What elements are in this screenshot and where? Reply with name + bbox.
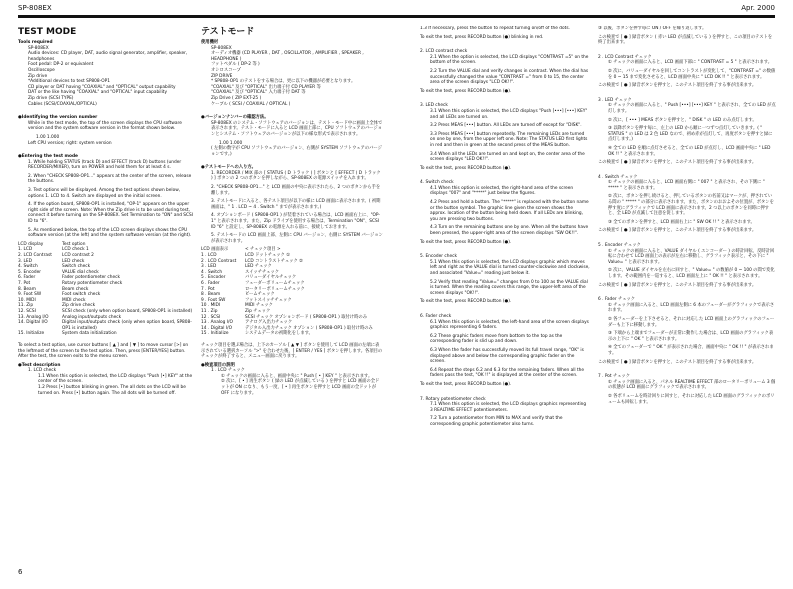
table-header: LCD 画面表示 bbox=[201, 247, 229, 253]
list-item: ② 次に、[ ••• ] MEAS ボタンを押すと、" DISK " の LED のみ点灯します。 bbox=[608, 117, 757, 123]
version-format: 1.00 1.000 bbox=[36, 134, 60, 140]
table-cell: フットスイッチチェック bbox=[245, 297, 292, 303]
list-item: 2. "CHECK SP808-OP1..." と LCD 画面の中央に表示されたら、2 つのボタンから手を離します。 bbox=[211, 185, 381, 196]
list-item: SP-808EX bbox=[28, 45, 49, 51]
table-cell: VALUE dial check bbox=[62, 269, 99, 275]
list-item: ① チェックの画面に入ると、VALUE ダイヤル ( エンコーダー ) の時計回転、反時計回転に合わせて LCD 画面上の表示が左右に移動し、グラフィック表示と、その下に " Value= " と表示されます。 bbox=[608, 248, 775, 265]
list-item: Zip drive (SCSI TYPE) bbox=[28, 95, 74, 101]
list-item: 3.1 When this option is selected, the LCD displays "Push [•••] [•••] KEY" and all LEDs are turned on. bbox=[430, 108, 588, 120]
pot-check-heading: 7. Rotary potentiometer check bbox=[420, 396, 486, 402]
table-header: Test option bbox=[62, 241, 86, 247]
item-group bbox=[598, 60, 776, 80]
encoder-check-heading-jp: 5 . Encoder チェック bbox=[598, 243, 641, 249]
list-item: ② 次に、ボタンを押し続けると、押しているボタンの名前又はマークが、押されている間の " ***** " の部分に表示されます。また、ボタンのおおよその位置が、ボタンを押す度にグラフィックで LCD 画面に表示されます。2 つ以上のボタンを同時に押すと、全 LED が点滅して注意を促します。 bbox=[608, 194, 774, 217]
table-cell: Zip チェック bbox=[245, 308, 271, 314]
table-cell: LED check bbox=[62, 258, 85, 264]
list-item: ② 各フェーダーを上下させると、それに対応した LCD 画面上のグラフィックのフェーダーも上下に移動します。 bbox=[608, 316, 775, 328]
list-item: ケーブル ( SCSI / COAXIAL / OPTICAL ) bbox=[211, 101, 291, 107]
list-item: 6.3 When the fader has successfully moved its full travel range, "OK" is displayed above and below the corresponding graphic fader on the screen. bbox=[430, 347, 584, 365]
table-cell: 15. Initialize bbox=[18, 331, 45, 337]
exit-note: この検査で [ ● ] 録音ボタンを押すと、このテスト項目を終了する事が出来ます。 bbox=[598, 282, 757, 288]
paragraph: While in the test mode, the top of the screen displays the CPU software version and the system software version in the format shown below. bbox=[28, 120, 182, 132]
table-cell: 12. SCSI bbox=[18, 308, 36, 314]
table-cell: Digital input/outputs check (only when option board, SP808-OP1 is installed) bbox=[62, 320, 192, 331]
model-name: SP-808EX bbox=[18, 4, 52, 12]
list-item: ④ 全ての LED を順に点灯させると、全ての LED が点灯し、LCD 画面中央に " LED OK !! " と表示されます。 bbox=[608, 145, 771, 157]
paragraph: チェック項目を選ぶ場合は、上下のカーソル [ ▲ ▼ ] ボタンを使用して LCD 画面の左端に表示されている選択カーソル ">" を合わせた後、[ ENTER / YES ] ボタンを押します。各項目のチェックが終了すると、メニュー画面に戻ります。 bbox=[201, 342, 383, 360]
table-cell: 1. LCD bbox=[18, 247, 33, 253]
table-cell: システムデータの初期化をします。 bbox=[245, 331, 313, 337]
list-item: 7.2 Turn a potentiometer from MIN to MAX and verify that the corresponding graphic potentiometer also turns. bbox=[430, 416, 563, 427]
exit-note: この検査で [ ● ] 録音ボタンを押すと、このテスト項目を終了する事が出来ます。 bbox=[598, 83, 757, 89]
list-item: 2.2 Turn the VALUE dial and verify changes in contrast. When the dial has successfully changed the value "CONTRAST =" from 0 to 15, the center area of the screen displays "LCD OK!!". bbox=[430, 68, 589, 86]
list-item: Zip Drive ( ZIP EXT-25 ) bbox=[211, 95, 262, 101]
table-cell: 7. Pot bbox=[18, 280, 31, 286]
list-item: ③ 下端から上端までフェーダーが正常に動作した場合は、LCD 画面のグラフィック表示の上下に " OK " と表示されます。 bbox=[608, 331, 774, 342]
item-group bbox=[598, 249, 776, 280]
version-heading-jp: ●バージョンナンバーの確認方法。 bbox=[201, 115, 269, 121]
list-item: 1 . LCD チェック bbox=[211, 368, 245, 374]
encoder-check-heading: 5. Encoder check bbox=[420, 254, 457, 260]
table-cell: 2 . LCD Contrast bbox=[201, 258, 237, 264]
test-description-heading: ● Test description bbox=[18, 363, 194, 369]
lcd-contrast-heading: 2. LCD contrast check bbox=[420, 49, 468, 55]
table-cell: 8. Beam bbox=[18, 286, 36, 292]
list-item: ② 次に、バリューダイヤルを回してコントラストが変化して、"CONTRAST =" の数値を 0 ~ 15 まで変化させると、LCD 画面中央に " LCD OK !! " と表示されます。 bbox=[608, 68, 776, 80]
table-cell: 5 . Encoder bbox=[201, 275, 226, 281]
list-item: *Additional devices to test SP808-OP1 bbox=[28, 79, 110, 85]
tools-heading: Tools required bbox=[18, 40, 53, 45]
column-english-2 bbox=[420, 26, 590, 430]
page-number: 6 bbox=[18, 568, 23, 576]
list-item: ① チェックの画面に入ると、LCD 画面下部に " CONTRAST = 5 " と表示されます。 bbox=[608, 60, 773, 66]
table-cell: LCD コントラストチェック ② bbox=[245, 258, 303, 264]
exit-note: この検査で [ ● ] 録音ボタン ( 赤い LED が点滅している ) を押すと、この項目のテストを終了出来ます。 bbox=[598, 34, 773, 46]
item-group bbox=[598, 303, 776, 357]
list-item: 4.3 Turn on the remaining buttons one by one. When all the buttons have been pressed, the upper-right area of the screen displays "SW OK!!". bbox=[430, 225, 589, 237]
exit-note: この検査で [ ● ] 録音ボタンを押すと、このテスト項目を終了する事が出来ます。 bbox=[598, 160, 757, 166]
table-cell: 4 . Switch bbox=[201, 269, 223, 275]
list-item: フットペダル ( DP-2 等 ) bbox=[211, 62, 260, 68]
tools-list-jp bbox=[201, 46, 383, 108]
table-cell: 4. Switch bbox=[18, 264, 38, 270]
list-item: ④ 全てのフェーダーで " OK " が表示された場合、画面中央に " OK !! " が表示されます。 bbox=[608, 345, 774, 356]
column-japanese-2 bbox=[598, 26, 776, 408]
list-item: ZIP DRIVE bbox=[211, 73, 233, 79]
column-english-1 bbox=[18, 26, 194, 396]
table-cell: 9 . Foot SW bbox=[201, 297, 226, 303]
lcd-contrast-heading-jp: 2 . LCD Contrast チェック bbox=[598, 54, 652, 60]
list-item: ① チェック画面に入ると、LCD 画面左側に 6 本のフェーダーがグラフィックで表示されます。 bbox=[608, 302, 775, 314]
item-group bbox=[420, 109, 590, 163]
paragraph: To select a test option, use cursor buttons [ ▲ ] and [ ▼ ] to move cursor [>] on the leftmost of the screen to the test option. Then, press [ENTER/YES] button. After the test, the screen exits to the menu screen. bbox=[18, 342, 189, 360]
table-cell: アナログ入出力チェック bbox=[245, 320, 293, 326]
table-cell: 1 . LCD bbox=[201, 253, 217, 258]
list-item: * SP808-OP1 のテストをする場合は、更に以下の機器が必要となります。 bbox=[211, 79, 356, 85]
item-group bbox=[420, 55, 590, 86]
list-item: Foot pedal: DP-2 or equivalent bbox=[28, 62, 94, 68]
table-cell: SCSI check (only when option board, SP808-OP1 is installed) bbox=[62, 308, 193, 314]
table-cell: 3. LED bbox=[18, 258, 32, 264]
list-item: 5. As mentioned below, the top of the LCD screen displays shows the CPU software version (at the left) and the system software version (at the right). bbox=[28, 227, 192, 239]
list-item: ① チェックの画面に入ると、" Push [•••] [•••] KEY " と表示され、全ての LED が点灯します。 bbox=[608, 103, 776, 114]
list-item: 3. Test options will be displayed. Among the test options shown below, options 1. LCD to 4. Switch are displayed on the initial screen. bbox=[28, 188, 181, 199]
table-cell: 5. Encoder bbox=[18, 269, 42, 275]
fader-check-heading: 6. Fader check bbox=[420, 313, 452, 319]
description-list bbox=[18, 368, 194, 396]
list-item: 5.2 Verify that reading "Value=" changes from 0 to 100 as the VALUE dial is turned. When the reading covers this range, the upper-left area of the screen displays "OK!!". bbox=[430, 279, 588, 296]
exit-note: この検査で [ ● ] 録音ボタンを押すと、このテスト項目を終了する事が出来ます。 bbox=[598, 359, 757, 365]
list-item: ② 各ボリュームを時計回りに回すと、それに対応した LCD 画面のグラフィックのボリュームも回転します。 bbox=[608, 393, 775, 405]
exit-note: この検査で [ ● ] 録音ボタンを押すと、このテスト項目を終了する事が出来ます。 bbox=[598, 228, 757, 234]
table-cell: 12 . SCSI bbox=[201, 314, 221, 320]
list-item: 4. If the option board, SP808-OP1 is installed, "OP-1" appears on the upper right side of the screen. Note: When the Zip drive is to be used during test, connect it before turning on the SP-808EX. Set Termination to "ON" and SCSI ID to "6". bbox=[28, 202, 194, 225]
table-cell: 6. Fader bbox=[18, 275, 36, 281]
table-cell: 11 . Zip bbox=[201, 308, 218, 314]
tools-list bbox=[18, 46, 194, 108]
header-rule bbox=[18, 15, 775, 18]
list-item: SP-808EX bbox=[211, 45, 232, 51]
table-cell: 11. Zip bbox=[18, 303, 34, 309]
list-item: CD player or DAT having "COAXIAL" and "OPTICAL" output capability bbox=[28, 84, 176, 90]
table-cell: Beam check bbox=[62, 286, 89, 292]
table-cell: 8 . Beam bbox=[201, 292, 221, 298]
table-cell: 6 . Fader bbox=[201, 280, 220, 286]
switch-check-heading-jp: 4 . Switch チェック bbox=[598, 174, 638, 180]
list-item: 5. テストモードの LCD 画面上部、左側に CPU バージョン、右側に SYSTEM バージョンが表示されます。 bbox=[211, 233, 383, 244]
list-item: "COAXIAL" 及び "OPTICAL" 出力端子付 CD PLAYER 等 bbox=[211, 84, 321, 90]
table-cell: 3 . LED bbox=[201, 264, 217, 270]
table-cell: Rotary potentiometer check bbox=[62, 280, 123, 286]
list-item: 7.1 When this option is selected, the LCD displays graphics representing 3 REALTIME EFFECT potentiometers. bbox=[430, 402, 587, 413]
list-item: 3.4 When all the LEDs are turned on and kept on, the center area of the screen displays "LED OK!!". bbox=[430, 151, 585, 163]
paragraph: 1.3 If necessary, press the button to repeat turning on/off of the dots. bbox=[420, 26, 570, 31]
table-cell: 15 . Initialize bbox=[201, 331, 229, 337]
description-list-jp bbox=[201, 368, 383, 396]
table-header: < チェック項目 > bbox=[245, 247, 281, 253]
table-cell: LCD check 1 bbox=[62, 247, 89, 253]
item-group bbox=[420, 320, 590, 379]
switch-check-heading: 4. Switch check bbox=[420, 180, 454, 186]
table-cell: 2. LCD Contrast bbox=[18, 253, 52, 258]
item-group bbox=[598, 103, 776, 157]
exit-note: To exit the test, press RECORD button (●). bbox=[420, 299, 512, 305]
list-item: 1.2 Press [•] button blinking in green. The all dots on the LCD will be turned on. Press [•] button again. The all dots will be turned off. bbox=[38, 385, 186, 396]
list-item: 3. テストモードに入ると、各テスト項目が以下の様に LCD 画面に表示されます。( 初期画面は、" 1 . LCD ~ 4 . Switch " までが表示されます。) bbox=[211, 199, 381, 210]
version-format-jp: 1.00 1.000 bbox=[219, 140, 243, 146]
list-item: 6.1 When this option is selected, the left-hand area of the screen displays graphics representing 6 faders. bbox=[430, 319, 589, 331]
tools-heading-jp: 使用機材 bbox=[201, 40, 219, 45]
list-item: ③ 全てのボタンを押すと、LCD 画面右上に " SW OK !! " と表示されます。 bbox=[608, 219, 755, 225]
entering-heading: ● Entering the test mode bbox=[18, 154, 194, 160]
led-check-heading-jp: 3 . LED チェック bbox=[598, 97, 632, 103]
list-item: "COAXIAL" 及び "OPTICAL" 入力端子付 DAT 等 bbox=[211, 90, 306, 96]
table-cell: Foot switch check bbox=[62, 292, 101, 298]
exit-note: To exit the test, press RECORD button (●). bbox=[420, 165, 512, 171]
paragraph: SP-808EX のシステム・ソフトウェアのバージョンは、テスト・モード中に画面上全体で表示されます。テスト・モードに入ると LCD 画面上部に、CPU ソフトウェアのバージョンとシステム・ソフトウェアのバージョンが以下の様な形式で表示されます。 bbox=[211, 120, 383, 137]
table-cell: Fader potentiometer check bbox=[62, 275, 120, 281]
list-item: 4. オプションボード ( SP808-OP1 ) が装着されている場合は、LCD 画面右上に、"OP-1" と表示されます。また、Zip ドライブを使用する場合は、Termination "ON"、SCSI ID "6" と設定し、SP-808EX の電源を入れる前に、接続しておきます。 bbox=[211, 213, 380, 230]
list-item: オシロスコープ bbox=[211, 67, 241, 73]
table-cell: SCSI チェック オプションボード ( SP808-OP1 ) 取付け時のみ bbox=[245, 314, 367, 320]
table-cell: 14 . Digital I/O bbox=[201, 325, 232, 331]
table-cell: フェーダーボリュームチェック bbox=[245, 280, 305, 286]
exit-note: To exit the test, press RECORD button (●). bbox=[420, 239, 512, 245]
test-option-table bbox=[18, 242, 194, 337]
list-item: 3.2 Press MEAS [•••] button. All LEDs are turned off except for "DISK". bbox=[430, 123, 582, 129]
list-item: Oscilloscope bbox=[28, 67, 55, 73]
table-cell: Zip drive check bbox=[62, 303, 96, 309]
list-item: ② 次に、VALUE ダイヤルを左右に回すと、" Value= " の数値が 0 ~ 100 の間で変化します。その範囲内を一巡すると、LCD 画面左上に " OK !! " と表示されます。 bbox=[608, 268, 775, 279]
list-item: 1. LCD check bbox=[28, 368, 57, 374]
pot-check-heading-jp: 7 . Pot チェック bbox=[598, 374, 631, 380]
list-item: Zip drive bbox=[28, 73, 48, 79]
table-header: LCD display bbox=[18, 241, 44, 247]
exit-note: To exit the test, press RECORD button (●). bbox=[420, 88, 512, 94]
list-item: 6.4 Repeat the steps 6.2 and 6.3 for the remaining faders. When all the faders pass the test, "OK !!" is displayed at the center of the screen. bbox=[430, 367, 585, 379]
section-title-jp: テストモード bbox=[201, 27, 255, 37]
list-item: 2. When "CHECK SP808-OP1..." appears at the center of the screen, release the buttons. bbox=[28, 173, 192, 185]
list-item: 2.1 When the option is selected, the LCD displays "CONTRAST =5" on the bottom of the screen. bbox=[430, 54, 589, 66]
list-item: 4.1 When this option is selected, the right-hand area of the screen displays "007" and "*****" just below the figures. bbox=[430, 185, 574, 197]
test-option-table-jp bbox=[201, 247, 383, 337]
header-date: Apr. 2000 bbox=[741, 4, 775, 12]
table-cell: Analog input/outputs check bbox=[62, 314, 122, 320]
item-group bbox=[598, 380, 776, 405]
list-item: ① チェック画面に入ると、パネル REALTIME EFFECT 部のロータリーボリューム 3 個の状態が LCD 画面にグラフィックで表示されます。 bbox=[608, 379, 776, 391]
table-cell: System data initialization bbox=[62, 331, 117, 337]
steps-list bbox=[18, 160, 194, 239]
table-cell: 14. Digital I/O bbox=[18, 320, 48, 326]
entering-heading-jp: ●テストモードへの入り方。 bbox=[201, 165, 256, 171]
list-item: 1. While holding STATUS (track D) and EFFECT (track D) buttons (under RECORDER/MIXER), turn on POWER and hold them for at least 4 s. bbox=[28, 159, 182, 171]
version-note: Left CPU version; right: system version bbox=[28, 140, 112, 146]
list-item: 6.2 These graphic faders move from bottom to the top as the corresponding fader is slid up and down. bbox=[430, 333, 563, 345]
version-heading: ● Identifying the version number bbox=[18, 115, 194, 121]
item-group bbox=[420, 402, 590, 427]
table-cell: 13. Analog I/O bbox=[18, 314, 49, 320]
table-cell: 9. Foot SW bbox=[18, 292, 42, 298]
list-item: ① チェックの画面に入ると、LCD 画面右側に " 007 " と表示され、その下側に " ***** " と表示されます。 bbox=[608, 180, 765, 191]
table-cell: LCD ドットチェック ① bbox=[245, 253, 291, 258]
list-item: 1. RECORDER / MIX 部の [ STATUS ( D トラック ) ] ボタンと [ EFFECT ( D トラック ) ] ボタンの 2 つのボタンを押しながら、SP-808EX の電源スイッチを入れます。 bbox=[211, 170, 381, 182]
fader-check-heading-jp: 6 . Fader チェック bbox=[598, 297, 636, 303]
list-item: DAT or the like having "COAXIAL" and "OPTICAL" input capability bbox=[28, 90, 168, 96]
table-cell: バリューダイヤルチェック bbox=[245, 275, 297, 281]
paragraph: ③ 以後、ボタンを押す毎に ON / OFF を繰り返します。 bbox=[598, 26, 707, 31]
list-item: 4.2 Press and hold a button. The "*****" is replaced with the button name or the button symbol. The graphic line given the screen shows the approx. location of the button being held down. If all LEDs are blinking, you are pressing two buttons. bbox=[430, 200, 589, 222]
exit-note: To exit the test, press RECORD button (●) blinking in red. bbox=[420, 34, 544, 40]
table-cell: LED チェック bbox=[245, 264, 272, 270]
table-cell: Switch check bbox=[62, 264, 91, 270]
table-cell: スイッチチェック bbox=[245, 269, 280, 275]
list-item: ① チェックの画面に入ると、画面中央に " Push [ • ] KEY " と表示されます。 bbox=[221, 373, 373, 379]
table-cell: LCD contrast 2 bbox=[62, 253, 94, 258]
test-description-heading-jp: ●検査項目の説明 bbox=[201, 362, 235, 368]
table-cell: デジタル入出力チェック オプション ( SP808-OP1 ) 取付け時のみ bbox=[245, 325, 373, 331]
list-item: ③ 以降ボタンを押す毎に、左上の LED から順に一つずつ点灯していきます。( " STATUS " の LED は 2 色 LED なので、初め赤が点灯して、再度ボタンを押すと緑に点灯します。) bbox=[608, 126, 773, 143]
column-japanese-1 bbox=[201, 26, 383, 396]
led-check-heading: 3. LED check bbox=[420, 103, 448, 109]
list-item: 1.1 When this option is selected, the LCD displays "Push [•] KEY" at the center of the screen. bbox=[38, 373, 193, 385]
list-item: ② 次に、[ • ] 再生ボタン ( 緑の LED が点滅している ) を押すと LCD 画面の全ドットが ON になり、もう一度、[ • ] 再生ボタンを押すと LCD 画面の全ドットが OFF になります。 bbox=[221, 379, 380, 396]
version-note-jp: ( 左側の数字が CPU ソフトウェアのバージョン、右側が SYSTEM ソフトウェアのバージョンです。) bbox=[211, 146, 382, 157]
list-item: Cables (SCSI/COAXIAL/OPTICAL) bbox=[28, 101, 97, 107]
table-cell: 7 . Pot bbox=[201, 286, 215, 292]
table-cell: MIDI check bbox=[62, 297, 86, 303]
list-item: 3.3 Press MEAS [•••] button repeatedly. The remaining LEDs are turned on one by one, from the upper left one. Note: The STATUS LED first lights in red and then in green at the second press of the MEAS button. bbox=[430, 131, 588, 148]
steps-list-jp bbox=[201, 171, 383, 245]
section-title: TEST MODE bbox=[18, 27, 77, 37]
list-item: Audio devices: CD player, DAT, audio signal generator, amplifier, speaker, headphones bbox=[28, 51, 188, 62]
table-cell: 13 . Analog I/O bbox=[201, 320, 233, 326]
table-cell: 10. MIDI bbox=[18, 297, 36, 303]
table-cell: MIDI チェック bbox=[245, 303, 273, 309]
table-cell: ビームチェック bbox=[245, 292, 275, 298]
list-item: 5.1 When this option is selected, the LCD displays graphic which moves left and right as the VALUE dial is turned counter-clockwise and clockwise, and associated "Value=" reading just below it. bbox=[430, 259, 590, 276]
item-group bbox=[598, 180, 776, 225]
item-group bbox=[420, 260, 590, 297]
table-cell: ロータリーボリュームチェック bbox=[245, 286, 305, 292]
list-item: オーディオ機器 (CD PLAYER , DAT , OSCILLATOR , AMPLIFIER , SPEAKER , HEADPHONE ) bbox=[211, 51, 364, 62]
item-group bbox=[420, 186, 590, 237]
exit-note: To exit the test, press RECORD button (●). bbox=[420, 381, 512, 387]
table-cell: 10 . MIDI bbox=[201, 303, 221, 309]
